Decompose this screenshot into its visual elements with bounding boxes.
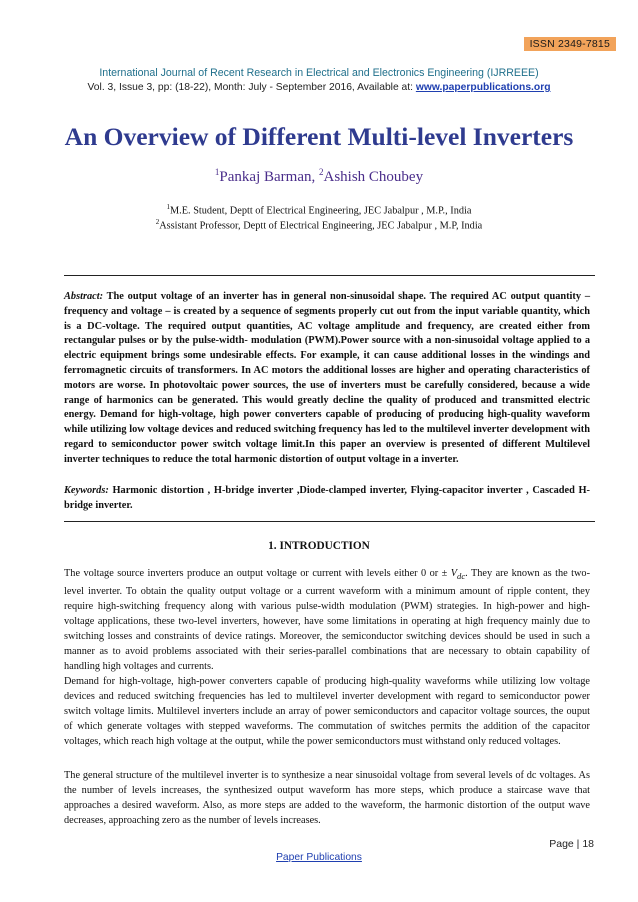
- keywords: [64, 484, 590, 514]
- intro-paragraph-2: Demand for high-voltage, high-power converters capable of producing high-quality waveforms while utilizing low voltage devices and reduced switching frequencies has led to multilevel inverter development with regard to semiconductor power switch voltage limits. Multilevel inverters include an array of power semiconductors and capacitor voltage sources, the ouput of which generate voltages with stepped waveforms. The commutation of switches permits the addition of the capacitor voltages, which reach high voltage at the output, while the power semiconductors must withstand only reduced voltages.: [64, 676, 590, 747]
- publisher-link[interactable]: Paper Publications: [276, 852, 362, 863]
- website-link[interactable]: www.paperpublications.org: [415, 82, 551, 93]
- abstract-text: The output voltage of an inverter has in general non-sinusoidal shape. The required AC output quantity – frequency and voltage – is created by a sequence of segments properly cut out from the input variable quantity, which is a DC-voltage. The required output quantities, AC voltage amplitude and frequency, are created either from rectangular pulses or by the pulse-width- modulation (PWM).Power source with a non-sinusoidal voltage applied to a electric equipment brings some undesirable effects. For example, it can cause additional losses in the windings and ferromagnetic circuits of transformers. In AC motors the additional losses are higher and operating characteristics of motors are worse. In photovoltaic power sources, the use of inverters must be carefully considered, because a wide range of harmonics can be generated. This would greatly decline the quality of produced and transmitted electric energy. Demand for high-voltage, high power converters capable of producing of producing high-quality waveform while utilizing low voltage devices and reduced switching frequency has led to the multilevel inverter development with regard to semiconductor power switch voltage limit.In this paper an overview is presented of different Multilevel inverter techniques to reduce the total harmonic distortion of output voltage in a inverter.: [64, 291, 590, 465]
- affiliation-1-text: M.E. Student, Deptt of Electrical Engineering, JEC Jabalpur , M.P., India: [170, 205, 472, 217]
- authors: [0, 167, 638, 186]
- affiliation-1-sup: 1: [166, 203, 171, 211]
- abstract-bottom-rule: [64, 521, 595, 522]
- vdc-subscript: dc: [457, 571, 466, 582]
- abstract-label: Abstract:: [64, 291, 104, 302]
- intro-paragraph-1: [64, 566, 590, 674]
- paper-title: An Overview of Different Multi-level Inverters: [64, 122, 574, 151]
- author1-name: Pankaj Barman,: [219, 169, 319, 185]
- keywords-label: Keywords:: [64, 485, 109, 496]
- p1-text-a: The voltage source inverters produce an output voltage or current with levels either 0 or ±: [64, 568, 451, 579]
- author2-sup: 2: [318, 167, 324, 177]
- issn-badge: ISSN 2349-7815: [524, 37, 616, 51]
- abstract: [64, 290, 590, 468]
- page-number: Page | 18: [549, 838, 594, 850]
- affiliation-2-sup: 2: [155, 218, 160, 226]
- keywords-text: Harmonic distortion , H-bridge inverter ,Diode-clamped inverter, Flying-capacitor inverter , Cascaded H-bridge inverter.: [64, 485, 590, 511]
- abstract-top-rule: [64, 275, 595, 276]
- section-heading: 1. INTRODUCTION: [268, 540, 370, 552]
- vdc-symbol: V: [450, 568, 458, 579]
- affiliation-2: [0, 218, 638, 231]
- affiliation-2-text: Assistant Professor, Deptt of Electrical Engineering, JEC Jabalpur , M.P, India: [159, 220, 483, 232]
- volume-line: [0, 82, 638, 93]
- p1-text-b: . They are known as the two-level inverter. To obtain the quality output voltage or a current waveform with a minimum amount of ripple content, they require high-switching frequency along with various pulse-width modulation (PWM) strategies. In high-power and high-voltage applications, these two-level inverters, however, have some limitations in operating at high frequency mainly due to switching losses and constraints of device ratings. Moreover, the semiconductor switching devices should be used in such a manner as to avoid problems associated with their series-parallel combinations that are necessary to obtain capability of handling high voltages and currents.: [64, 568, 590, 673]
- intro-paragraph-3: The general structure of the multilevel inverter is to synthesize a near sinusoidal voltage from several levels of dc voltages. As the number of levels increases, the synthesized output waveform has more steps, which produce a staircase wave that approaches a desired waveform. Also, as more steps are added to the waveform, the harmonic distortion of the output wave decreases, approaching zero as the number of levels increases.: [64, 770, 590, 826]
- journal-name: International Journal of Recent Research in Electrical and Electronics Engineering (IJRREEE): [99, 67, 539, 79]
- author1-sup: 1: [214, 167, 220, 177]
- volume-text: Vol. 3, Issue 3, pp: (18-22), Month: July - September 2016, Available at:: [87, 82, 416, 93]
- affiliation-1: [0, 203, 638, 216]
- author2-name: Ashish Choubey: [323, 169, 424, 185]
